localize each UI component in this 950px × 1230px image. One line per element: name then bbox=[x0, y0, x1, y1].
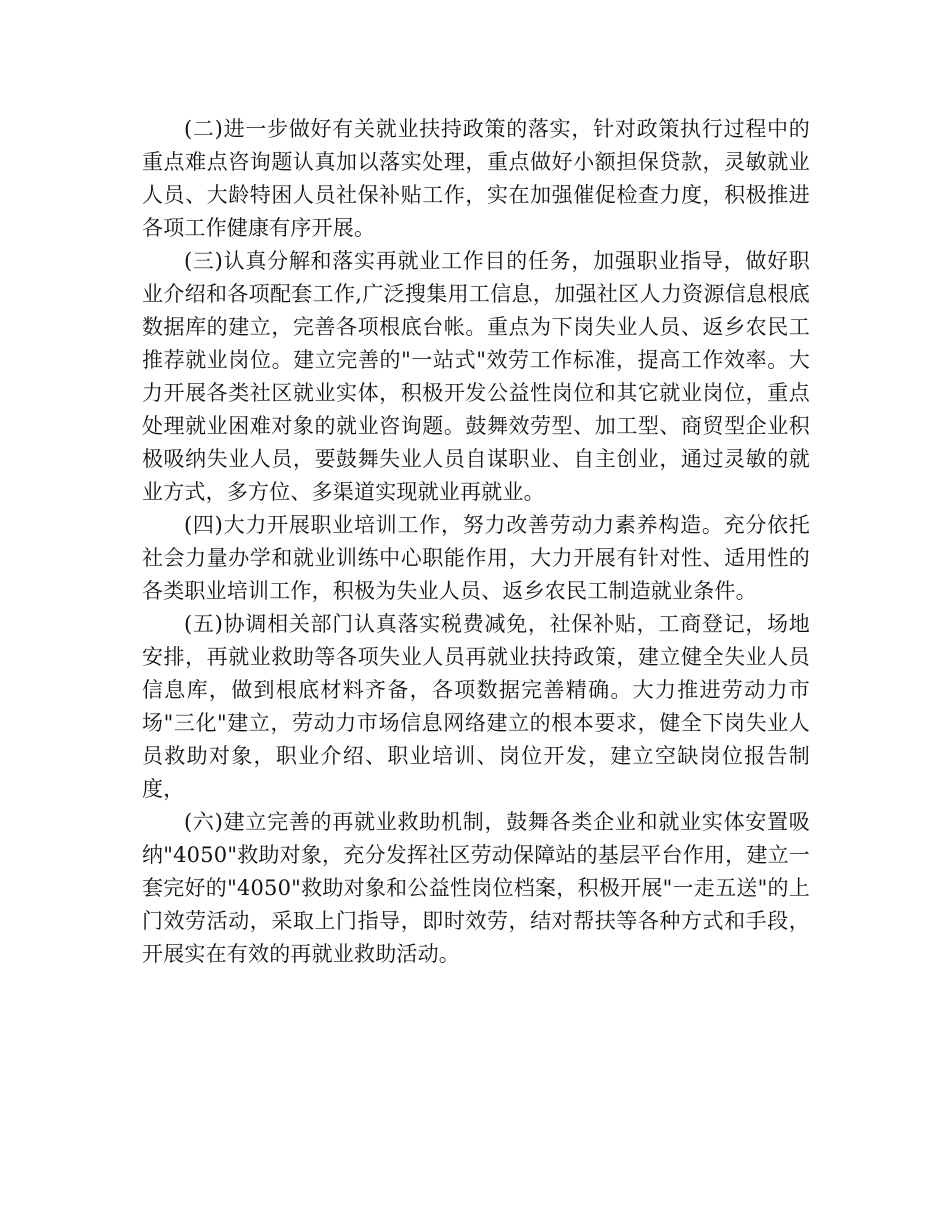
document-body bbox=[142, 113, 810, 971]
paragraph-2: (二)进一步做好有关就业扶持政策的落实，针对政策执行过程中的重点难点咨询题认真加以落实处理，重点做好小额担保贷款，灵敏就业人员、大龄特困人员社保补贴工作，实在加强催促检查力度，积极推进各项工作健康有序开展。 bbox=[142, 117, 810, 240]
paragraph-5: (五)协调相关部门认真落实税费减免，社保补贴，工商登记，场地安排，再就业救助等各项失业人员再就业扶持政策，建立健全失业人员信息库，做到根底材料齐备，各项数据完善精确。大力推进劳动力市场"三化"建立，劳动力市场信息网络建立的根本要求，健全下岗失业人员救助对象，职业介绍、职业培训、岗位开发，建立空缺岗位报告制度， bbox=[142, 612, 810, 801]
paragraph-4: (四)大力开展职业培训工作，努力改善劳动力素养构造。充分依托社会力量办学和就业训练中心职能作用，大力开展有针对性、适用性的各类职业培训工作，积极为失业人员、返乡农民工制造就业条件。 bbox=[142, 513, 810, 603]
paragraph-3: (三)认真分解和落实再就业工作目的任务，加强职业指导，做好职业介绍和各项配套工作,广泛搜集用工信息，加强社区人力资源信息根底数据库的建立，完善各项根底台帐。重点为下岗失业人员、返乡农民工推荐就业岗位。建立完善的"一站式"效劳工作标准，提高工作效率。大力开展各类社区就业实体，积极开发公益性岗位和其它就业岗位，重点处理就业困难对象的就业咨询题。鼓舞效劳型、加工型、商贸型企业积极吸纳失业人员，要鼓舞失业人员自谋职业、自主创业，通过灵敏的就业方式，多方位、多渠道实现就业再就业。 bbox=[142, 249, 810, 504]
paragraph-6: (六)建立完善的再就业救助机制，鼓舞各类企业和就业实体安置吸纳"4050"救助对象，充分发挥社区劳动保障站的基层平台作用，建立一套完好的"4050"救助对象和公益性岗位档案，积极开展"一走五送"的上门效劳活动，采取上门指导，即时效劳，结对帮扶等各种方式和手段，开展实在有效的再就业救助活动。 bbox=[142, 810, 810, 966]
